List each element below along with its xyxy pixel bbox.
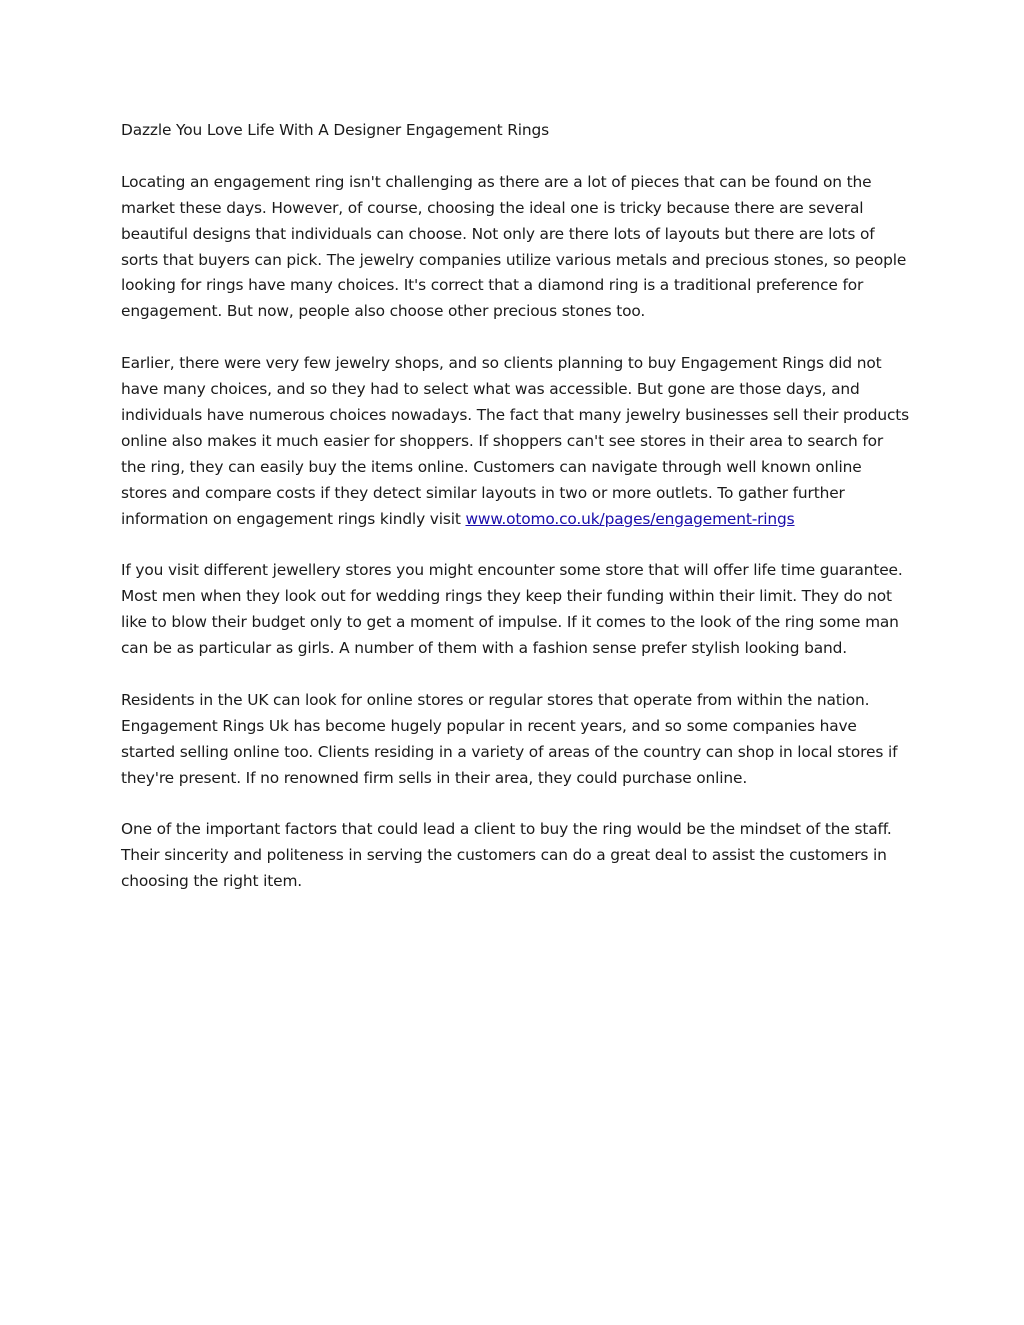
paragraph-3-text: If you visit different jewellery stores you might encounter some store that will offer life time guarantee. Most men when they look out for wedding rings they keep their funding within their limit. They do not like to blow their budget only to get a moment of impulse. If it comes to the look of the ring some man can be as particular as girls. A number of them with a fashion sense prefer stylish looking band. <box>121 561 903 658</box>
paragraph-2-text: Earlier, there were very few jewelry shops, and so clients planning to buy Engagement Rings did not have many choices, and so they had to select what was accessible. But gone are those days, and individuals have numerous choices nowadays. The fact that many jewelry businesses sell their products online also makes it much easier for shoppers. If shoppers can't see stores in their area to search for the ring, they can easily buy the items online. Customers can navigate through well known online stores and compare costs if they detect similar layouts in two or more outlets. To gather further information on engagement rings kindly visit <box>121 354 910 528</box>
paragraph-2 <box>121 351 911 532</box>
paragraph-5-text: One of the important factors that could lead a client to buy the ring would be the mindset of the staff. Their sincerity and politeness in serving the customers can do a great deal to assist the customers in choosing the right item. <box>121 820 892 891</box>
paragraph-3 <box>121 558 911 662</box>
paragraph-5 <box>121 817 911 895</box>
paragraph-1 <box>121 170 911 325</box>
document-page <box>121 118 911 921</box>
paragraph-4-text: Residents in the UK can look for online stores or regular stores that operate from within the nation. Engagement Rings Uk has become hugely popular in recent years, and so some companies have started selling online too. Clients residing in a variety of areas of the country can shop in local stores if they're present. If no renowned firm sells in their area, they could purchase online. <box>121 690 898 787</box>
paragraph-4 <box>121 688 911 792</box>
engagement-rings-link[interactable]: www.otomo.co.uk/pages/engagement-rings <box>465 509 795 528</box>
paragraph-1-text: Locating an engagement ring isn't challenging as there are a lot of pieces that can be found on the market these days. However, of course, choosing the ideal one is tricky because there are several beautiful designs that individuals can choose. Not only are there lots of layouts but there are lots of sorts that buyers can pick. The jewelry companies utilize various metals and precious stones, so people looking for rings have many choices. It's correct that a diamond ring is a traditional preference for engagement. But now, people also choose other precious stones too. <box>121 172 907 321</box>
document-title: Dazzle You Love Life With A Designer Engagement Rings <box>121 121 550 139</box>
